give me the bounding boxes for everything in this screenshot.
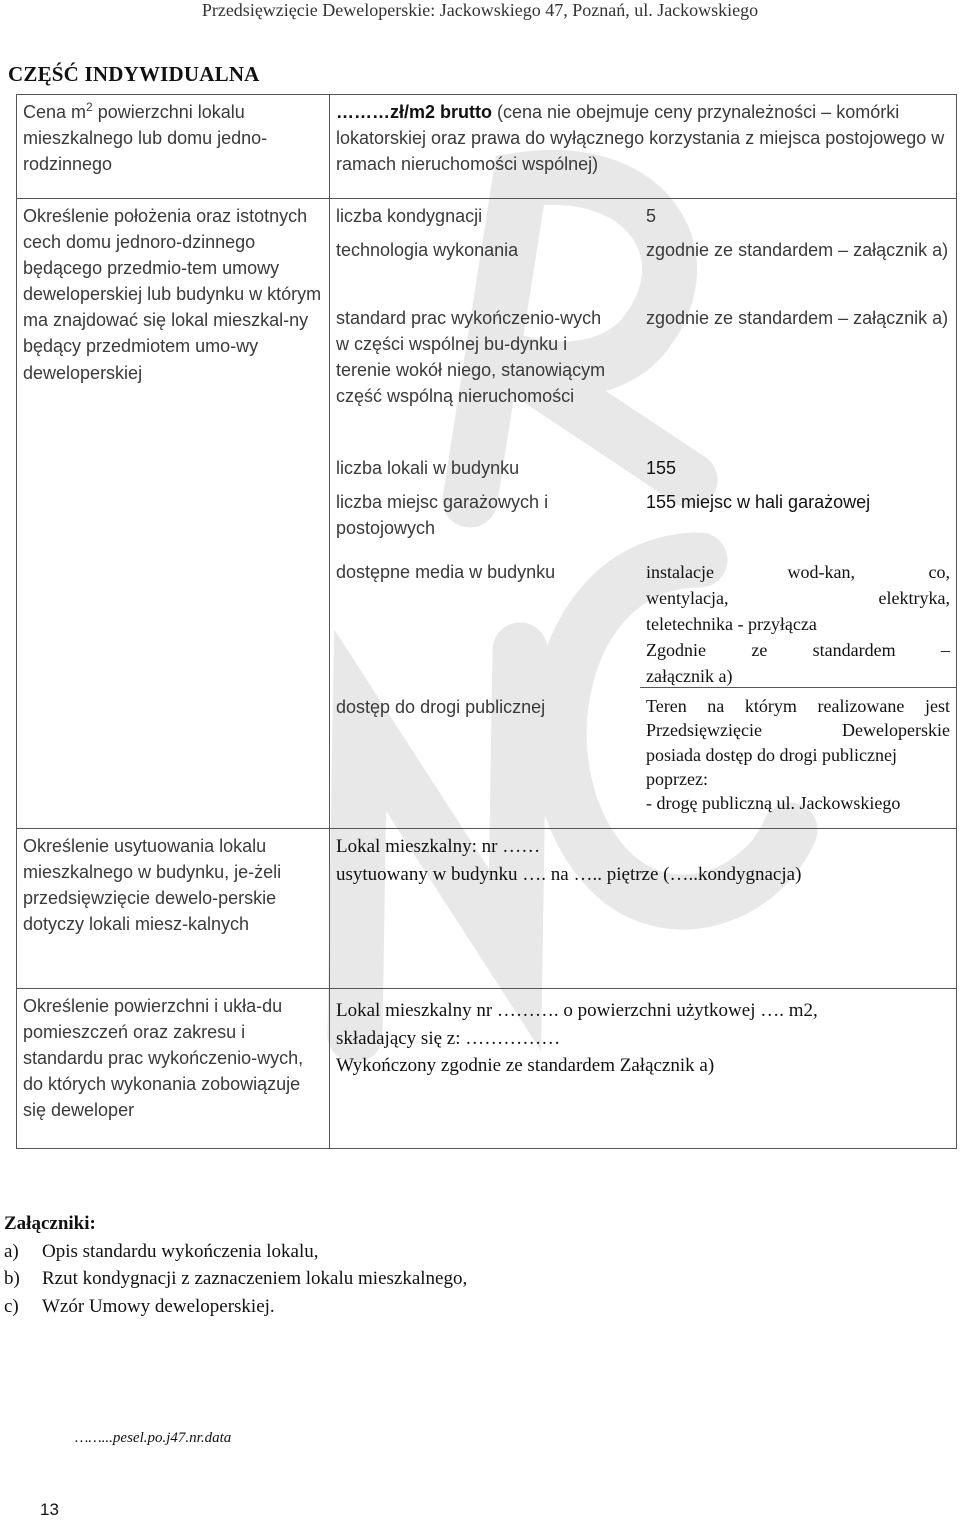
- footer-reference: ……...pesel.po.j47.nr.data: [75, 1430, 232, 1446]
- table-row: [17, 199, 957, 829]
- page-number: 13: [40, 1500, 59, 1519]
- attachments: [4, 1210, 467, 1320]
- table-row: [17, 829, 957, 989]
- list-item: b) Rzut kondygnacji z zaznaczeniem lokalu mieszkalnego,: [4, 1268, 468, 1290]
- location-label: Określenie położenia oraz istotnych cech domu jednoro-dzinnego będącego przedmio-tem umowy deweloperskiej lub budynku w którym ma znajdować się lokal mieszkal-ny będący przedmiotem umo-wy deweloperskiej: [17, 199, 330, 829]
- page-header: Przedsięwzięcie Deweloperskie: Jackowskiego 47, Poznań, ul. Jackowskiego: [201, 0, 759, 20]
- price-value: ………zł/m2 brutto (cena nie obejmuje ceny przynależności – komórki lokatorskiej oraz prawa do wyłącznego korzystania z miejsca postojowego w ramach nieruchomości wspólnej): [330, 95, 957, 199]
- section-title: CZĘŚĆ INDYWIDUALNA: [8, 62, 260, 86]
- price-label: Cena $m^2$ powierzchni lokalu mieszkalnego lub domu jedno-rodzinnego: [17, 95, 330, 199]
- individual-part-table: [16, 94, 957, 1149]
- table-row: [17, 95, 957, 199]
- list-item: c) Wzór Umowy deweloperskiej.: [4, 1295, 275, 1317]
- location-details: liczba kondygnacji 5 technologia wykonania zgodnie ze standardem – załącznik a) standard prac wykończenio-wych w części wspólnej bu-dynku i terenie wokół niego, stanowiącym część wspólną nieruchomości zgodnie ze standardem – załącznik a) liczba lokali w budynku 155 liczba miejsc garażowych i postojowych 155 miejsc w hali garażowej dostępne media w budynku instalacje wod-kan, co, wentylacja, elektryka, teletechnika - przyłącza Zgodnie ze standardem – załącznik a) dostęp do drogi publicznej Teren na którym realizowane jest Przedsięwzięcie Deweloperskie posiada dostęp do drogi publicznej poprzez: - drogę publiczną ul. Jackowskiego: [330, 199, 957, 829]
- attachments-title: Załączniki:: [4, 1213, 96, 1234]
- table-row: [17, 989, 957, 1149]
- area-label: Określenie powierzchni i ukła-du pomieszczeń oraz zakresu i standardu prac wykończenio-wych, do których wykonania zobowiązuje się deweloper: [17, 989, 330, 1149]
- list-item: a) Opis standardu wykończenia lokalu,: [4, 1240, 319, 1262]
- placement-value: Lokal mieszkalny: nr …… usytuowany w budynku …. na ….. piętrze (…..kondygnacja): [330, 829, 957, 989]
- placement-label: Określenie usytuowania lokalu mieszkalnego w budynku, je-żeli przedsięwzięcie dewelo-perskie dotyczy lokali miesz-kalnych: [17, 829, 330, 989]
- area-value: Lokal mieszkalny nr ………. o powierzchni użytkowej …. m2, składający się z: …………… Wykończony zgodnie ze standardem Załącznik a): [330, 989, 957, 1149]
